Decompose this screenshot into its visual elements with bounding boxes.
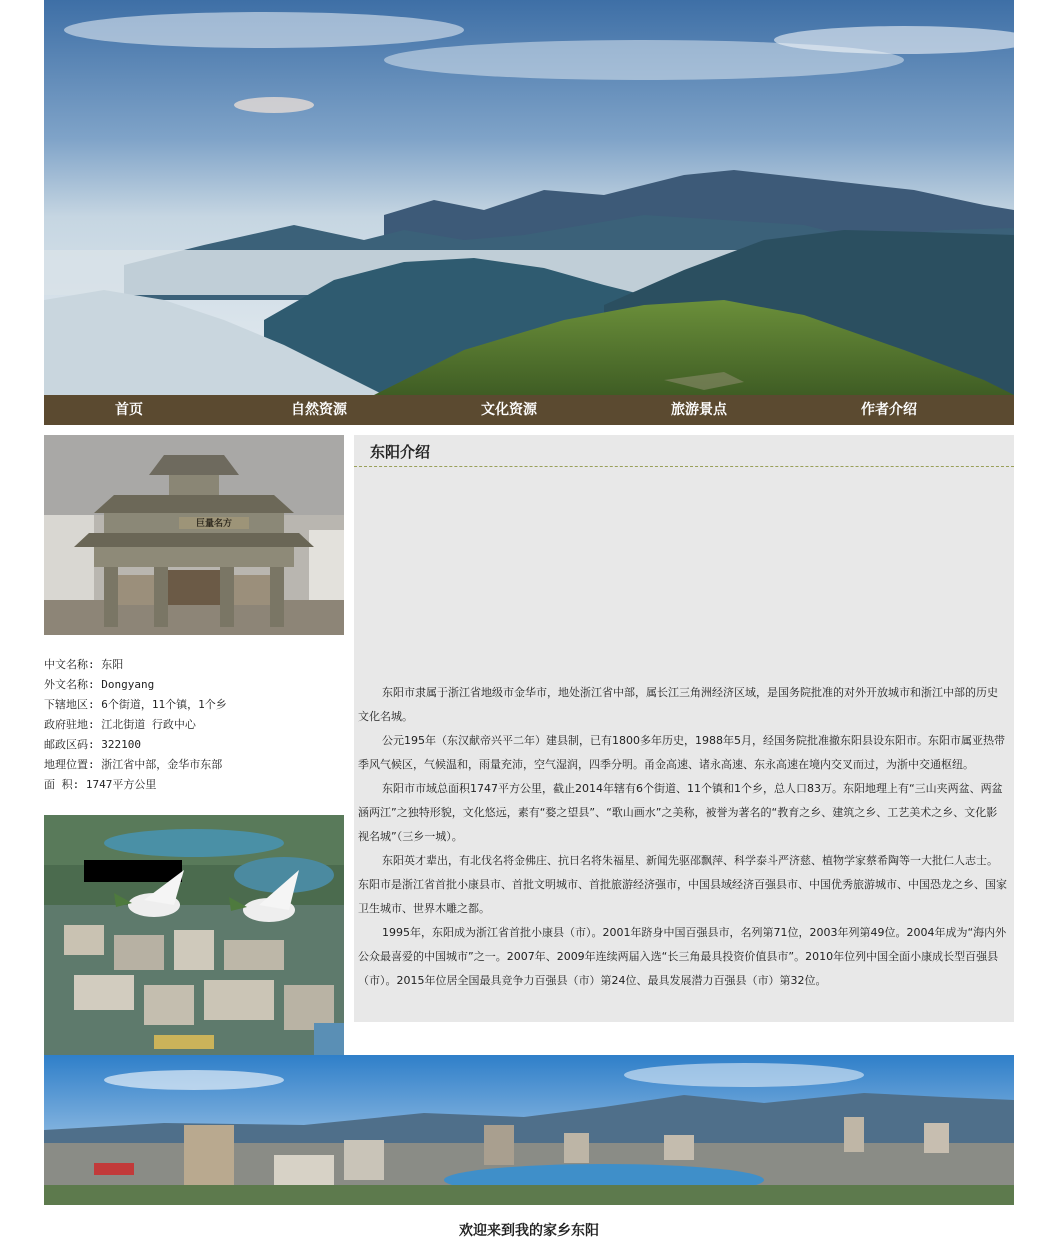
memorial-archway-image: [44, 435, 344, 635]
nav-author-intro[interactable]: 作者介绍: [861, 402, 917, 418]
intro-panel: [354, 435, 1014, 1022]
intro-paragraph-2: 公元195年（东汉献帝兴平二年）建县制，已有1800多年历史，1988年5月，经国务院批准撤东阳县设东阳市。东阳市属亚热带季风气候区，气候温和，雨量充沛，空气湿润，四季分明。甬金高速、诸永高速、东永高速在境内交叉而过，为浙中交通枢纽。: [358, 734, 1005, 771]
info-chinese-name: 中文名称: 东阳: [44, 658, 124, 671]
city-panorama-image: [44, 1055, 1014, 1205]
main-nav: [44, 395, 1014, 425]
info-foreign-name: 外文名称: Dongyang: [44, 678, 155, 691]
intro-paragraph-3: 东阳市市域总面积1747平方公里，截止2014年辖有6个街道、11个镇和1个乡，总人口83万。东阳地理上有“三山夹两盆、两盆涵两江”之独特形貌，文化悠远，素有“婺之望县”、“歌山画水”之美称，被誉为著名的“教育之乡、建筑之乡、工艺美术之乡、文化影视名城”（三乡一城）。: [358, 782, 1003, 843]
banner-mountain-image: [44, 0, 1014, 395]
info-location: 地理位置: 浙江省中部，金华市东部: [44, 758, 223, 771]
intro-paragraph-5: 1995年，东阳成为浙江省首批小康县（市）。2001年跻身中国百强县市，名列第71位，2003年列第49位。2004年成为“海内外公众最喜爱的中国城市”之一。2007年、2009年连续两届入选“长三角最具投资价值县市”。2010年位列中国全面小康成长型百强县（市）。2015年位居全国最具竞争力百强县（市）第24位、最具发展潜力百强县（市）第32位。: [358, 926, 1007, 987]
intro-title: 东阳介绍: [370, 443, 431, 461]
nav-cultural-resources[interactable]: 文化资源: [481, 402, 537, 418]
aerial-view-image: [44, 815, 344, 1055]
intro-article: [358, 681, 1008, 993]
intro-paragraph-4: 东阳英才辈出，有北伐名将金佛庄、抗日名将朱福星、新闻先驱邵飘萍、科学泰斗严济慈、植物学家蔡希陶等一大批仁人志士。东阳市是浙江省首批小康县市、首批文明城市、首批旅游经济强市，中国县域经济百强县市、中国优秀旅游城市、中国恐龙之乡、国家卫生城市、世界木雕之都。: [358, 854, 1007, 915]
city-info-list: [44, 655, 344, 795]
nav-tourist-spots[interactable]: 旅游景点: [671, 402, 727, 418]
archway-sign-text: 巨量名方: [195, 519, 233, 529]
intro-paragraph-1: 东阳市隶属于浙江省地级市金华市，地处浙江省中部，属长江三角洲经济区域，是国务院批准的对外开放城市和浙江中部的历史文化名城。: [358, 686, 998, 723]
footer-welcome-text: 欢迎来到我的家乡东阳: [459, 1223, 599, 1239]
info-area: 面 积: 1747平方公里: [44, 778, 157, 791]
nav-home[interactable]: 首页: [115, 402, 143, 418]
info-government-seat: 政府驻地: 江北街道 行政中心: [44, 718, 196, 731]
nav-natural-resources[interactable]: 自然资源: [291, 402, 347, 418]
info-subdivisions: 下辖地区: 6个街道，11个镇，1个乡: [44, 698, 227, 711]
intro-header: [354, 435, 1014, 467]
info-postal-code: 邮政区码: 322100: [44, 738, 141, 751]
